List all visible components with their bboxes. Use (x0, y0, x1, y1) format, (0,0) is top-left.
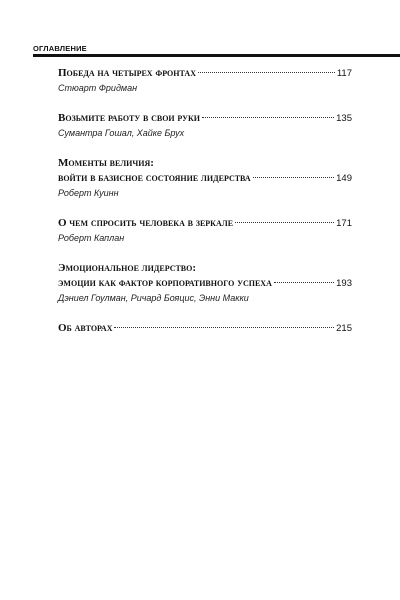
toc-page-number: 117 (336, 68, 352, 79)
toc-entry-title: Победа на четырех фронтах (58, 67, 196, 79)
toc-entry-authors: Дэниел Гоулман, Ричард Бояцис, Энни Макки (58, 293, 249, 303)
toc-entry-row (58, 321, 352, 336)
toc-entry-row (58, 216, 352, 231)
toc-entry (58, 156, 352, 201)
header-rule (33, 54, 400, 57)
toc-entry-authors: Сумантра Гошал, Хайке Брух (58, 128, 185, 138)
toc-entry-title: Об авторах (58, 322, 113, 334)
toc-page-number: 193 (336, 278, 352, 289)
toc-entry-title: войти в базисное состояние лидерства (58, 172, 251, 184)
toc-page-number: 171 (336, 218, 352, 229)
toc-entry (58, 66, 352, 96)
toc-entry (58, 261, 352, 306)
toc-entry (58, 321, 352, 336)
dot-leader (274, 282, 334, 283)
toc-entry (58, 111, 352, 141)
toc-entry (58, 216, 352, 246)
toc-page-number: 149 (336, 173, 352, 184)
toc-entry-authors: Роберт Куинн (58, 188, 119, 198)
toc-entry-title: Возьмите работу в свои руки (58, 112, 200, 124)
running-header: ОГЛАВЛЕНИЕ (33, 44, 87, 53)
toc-page-number: 215 (336, 323, 352, 334)
toc-entry-authors: Стюарт Фридман (58, 83, 138, 93)
toc-page-number: 135 (336, 113, 352, 124)
toc-entry-title: О чем спросить человека в зеркале (58, 217, 234, 229)
toc-entry-row (58, 66, 352, 81)
dot-leader (198, 72, 335, 73)
dot-leader (235, 222, 334, 223)
toc-entry-row (58, 111, 352, 126)
toc-entry-title: эмоции как фактор корпоративного успеха (58, 277, 272, 289)
toc-entry-authors: Роберт Каплан (58, 233, 125, 243)
table-of-contents (58, 66, 352, 336)
toc-entry-heading: Эмоциональное лидерство: (58, 262, 197, 274)
dot-leader (114, 327, 334, 328)
toc-entry-row (58, 276, 352, 291)
dot-leader (202, 117, 334, 118)
dot-leader (253, 177, 334, 178)
toc-entry-row (58, 171, 352, 186)
toc-entry-heading: Моменты величия: (58, 157, 154, 169)
